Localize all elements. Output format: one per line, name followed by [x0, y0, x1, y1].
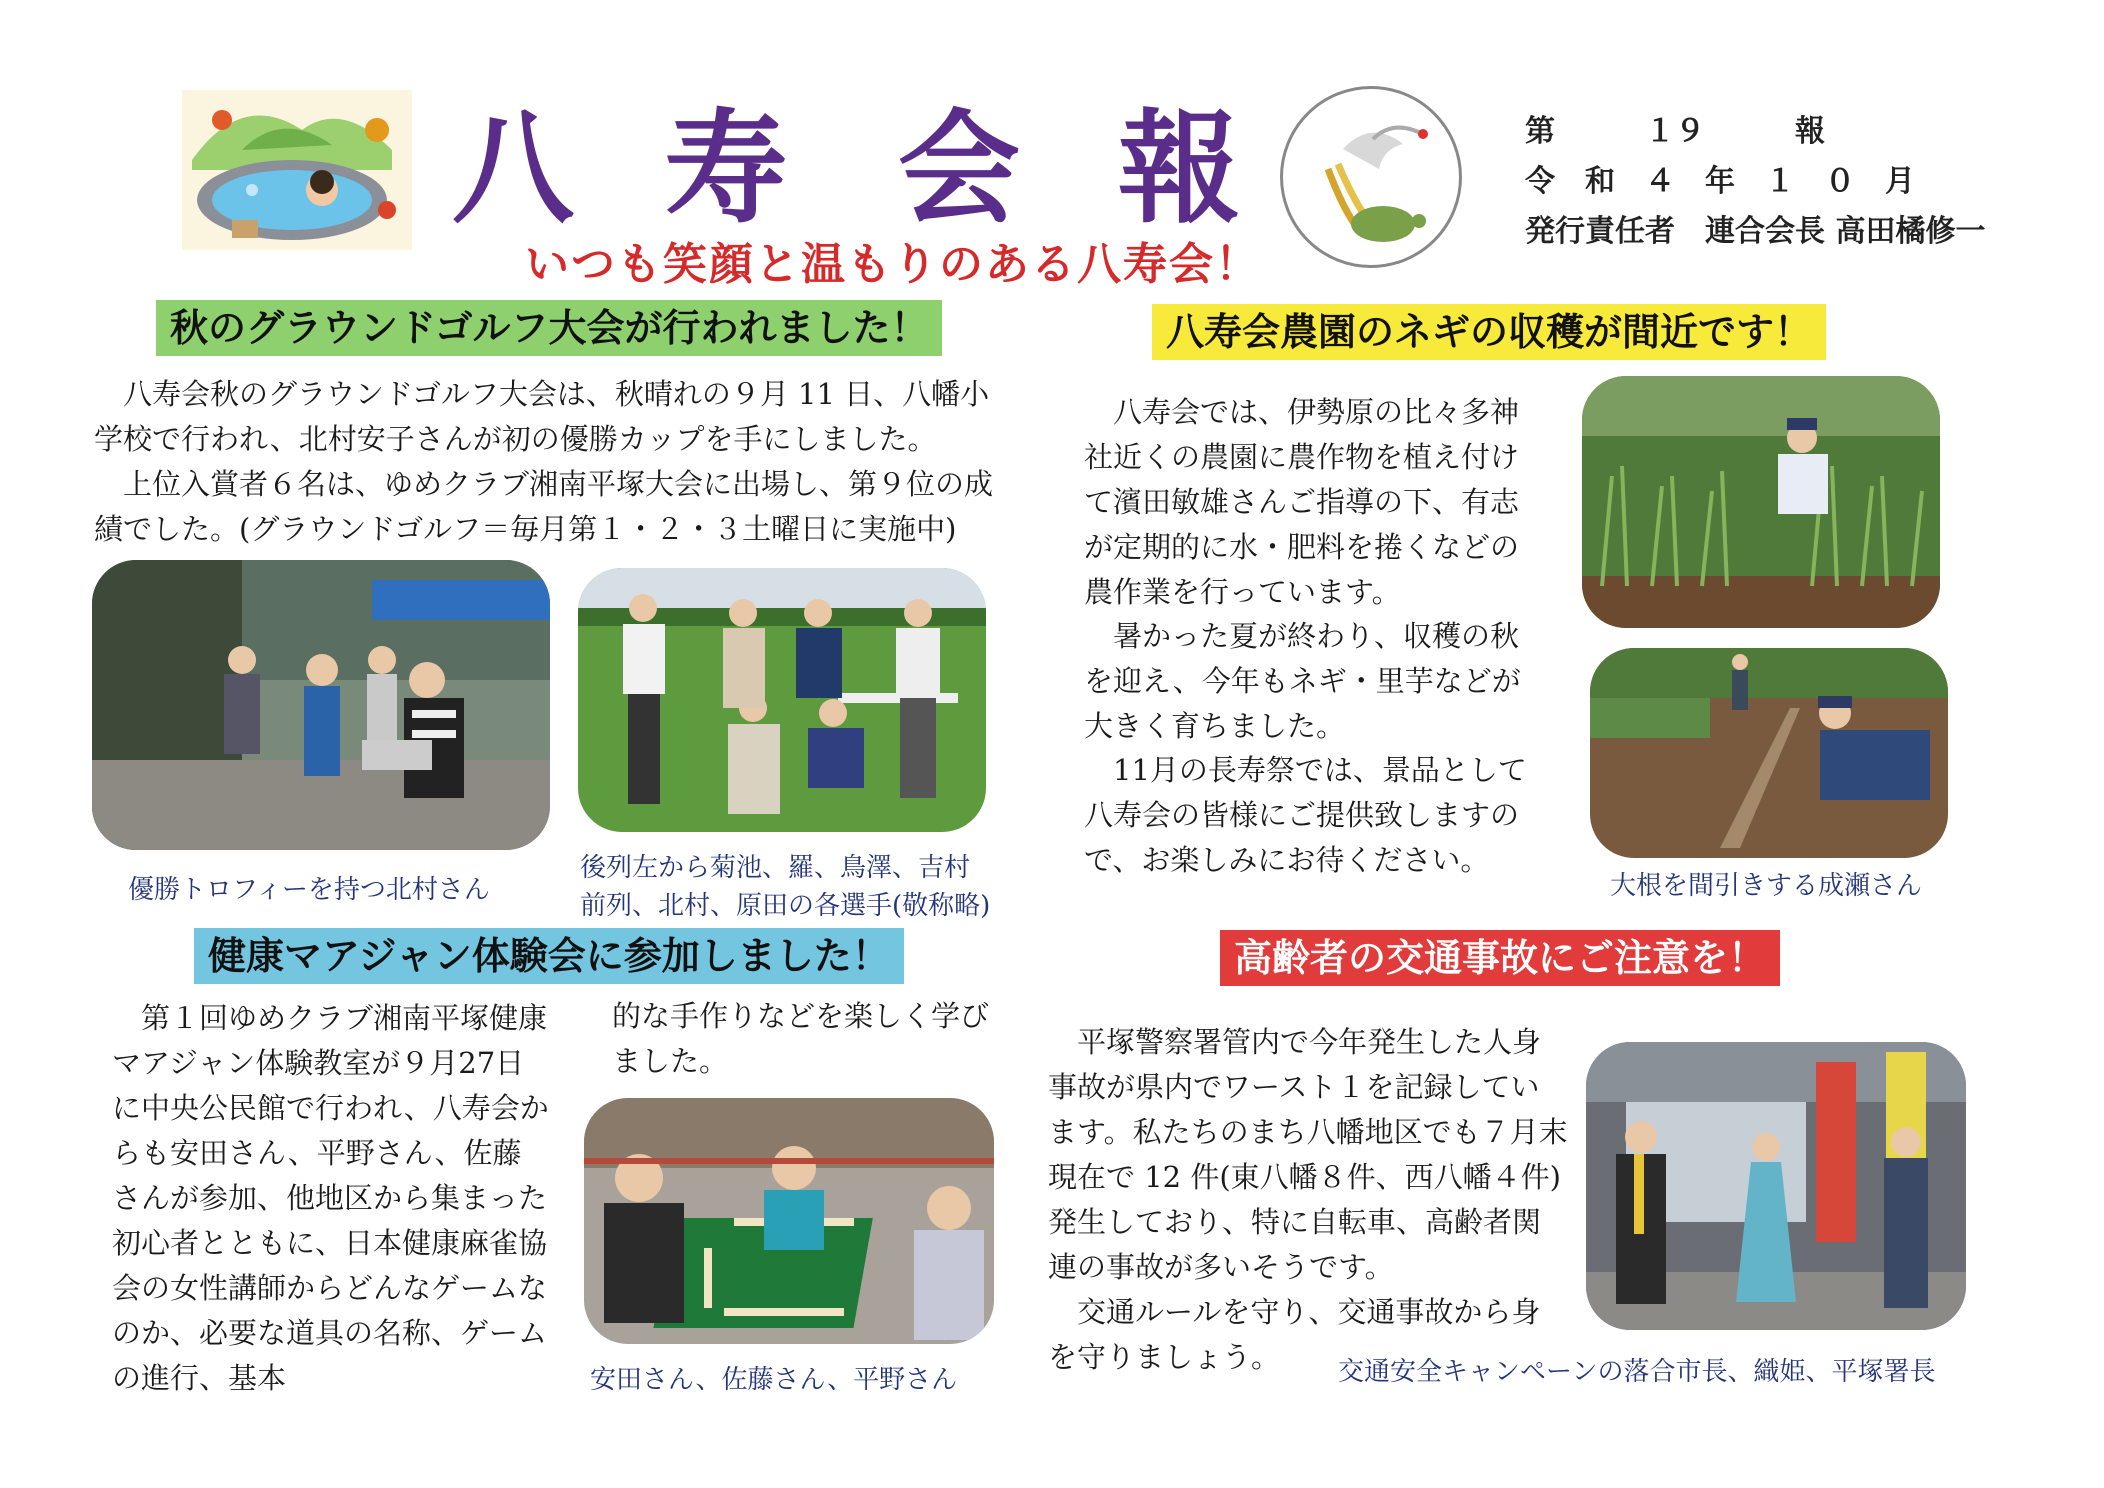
newsletter-title-char-4: 報 — [1118, 98, 1240, 240]
golf-caption-left: 優勝トロフィーを持つ北村さん — [128, 875, 490, 905]
issue-date: 令 和 ４ 年 １ ０ 月 — [1525, 164, 1915, 199]
publisher: 発行責任者 連合会長 高田橘修一 — [1525, 214, 1986, 249]
traffic-headline: 高齢者の交通事故にご注意を！ — [1220, 930, 1780, 986]
golf-trophy-photo — [92, 560, 550, 850]
masthead — [0, 0, 2104, 290]
traffic-caption: 交通安全キャンペーンの落合市長、織姫、平塚署長 — [1338, 1357, 1936, 1387]
golf-paragraph-2: 上位入賞者６名は、ゆめクラブ湘南平塚大会に出場し、第９位の成績でした。(グラウンドゴルフ＝毎月第１・２・３土曜日に実施中) — [94, 467, 994, 546]
farm-headline: 八寿会農園のネギの収穫が間近です！ — [1152, 304, 1826, 360]
mahjong-caption: 安田さん、佐藤さん、平野さん — [590, 1365, 958, 1395]
golf-headline: 秋のグラウンドゴルフ大会が行われました！ — [156, 300, 942, 356]
farm-caption: 大根を間引きする成瀬さん — [1610, 871, 1923, 901]
traffic-paragraph-1: 平塚警察署管内で今年発生した人身事故が県内でワースト１を記録しています。私たちのまち八幡地区でも７月末現在で 12 件(東八幡８件、西八幡４件)発生しており、特に自転車、高齢者関連の事故が多いそうです。 — [1048, 1025, 1568, 1284]
newsletter-title-char-2: 寿 — [665, 98, 787, 240]
farm-radish-photo — [1590, 648, 1948, 858]
golf-players-photo — [578, 568, 986, 832]
mahjong-photo — [584, 1098, 994, 1344]
traffic-campaign-photo — [1586, 1042, 1966, 1330]
issue-number: 第 １９ 報 — [1525, 114, 1825, 149]
golf-caption-right-1: 後列左から菊池、羅、鳥澤、吉村 — [580, 853, 971, 883]
mahjong-paragraph-left: 第１回ゆめクラブ湘南平塚健康マアジャン体験教室が９月27日に中央公民館で行われ、八寿会からも安田さん、平野さん、佐藤さんが参加、他地区から集まった初心者とともに、日本健康麻雀協会の女性講師からどんなゲームなのか、必要な道具の名称、ゲームの進行、基本 — [112, 1001, 549, 1395]
farm-paragraph-3: 11月の長寿祭では、景品として八寿会の皆様にご提供致しますので、お楽しみにお待ください。 — [1084, 753, 1527, 877]
newsletter-title-char-3: 会 — [898, 98, 1020, 240]
traffic-paragraph-2: 交通ルールを守り、交通事故から身を守りましょう。 — [1048, 1295, 1541, 1374]
newsletter-title-char-1: 八 — [452, 98, 574, 240]
slogan: いつも笑顔と温もりのある八寿会！ — [525, 239, 1261, 290]
golf-paragraph-1: 八寿会秋のグラウンドゴルフ大会は、秋晴れの９月 11 日、八幡小学校で行われ、北村安子さんが初の優勝カップを手にしました。 — [94, 377, 990, 456]
mahjong-paragraph-right: 的な手作りなどを楽しく学びました。 — [612, 999, 990, 1078]
mahjong-headline: 健康マアジャン体験会に参加しました！ — [194, 928, 904, 984]
hot-spring-illustration — [182, 90, 412, 250]
golf-caption-right-2: 前列、北村、原田の各選手(敬称略) — [580, 891, 991, 921]
farm-paragraph-1: 八寿会では、伊勢原の比々多神社近くの農園に農作物を植え付けて濱田敏雄さんご指導の下、有志が定期的に水・肥料を捲くなどの農作業を行っています。 — [1084, 395, 1520, 609]
crane-turtle-emblem — [1280, 86, 1462, 268]
farm-paragraph-2: 暑かった夏が終わり、収穫の秋を迎え、今年もネギ・里芋などが大きく育ちました。 — [1084, 619, 1521, 743]
farm-onion-photo — [1582, 376, 1940, 628]
